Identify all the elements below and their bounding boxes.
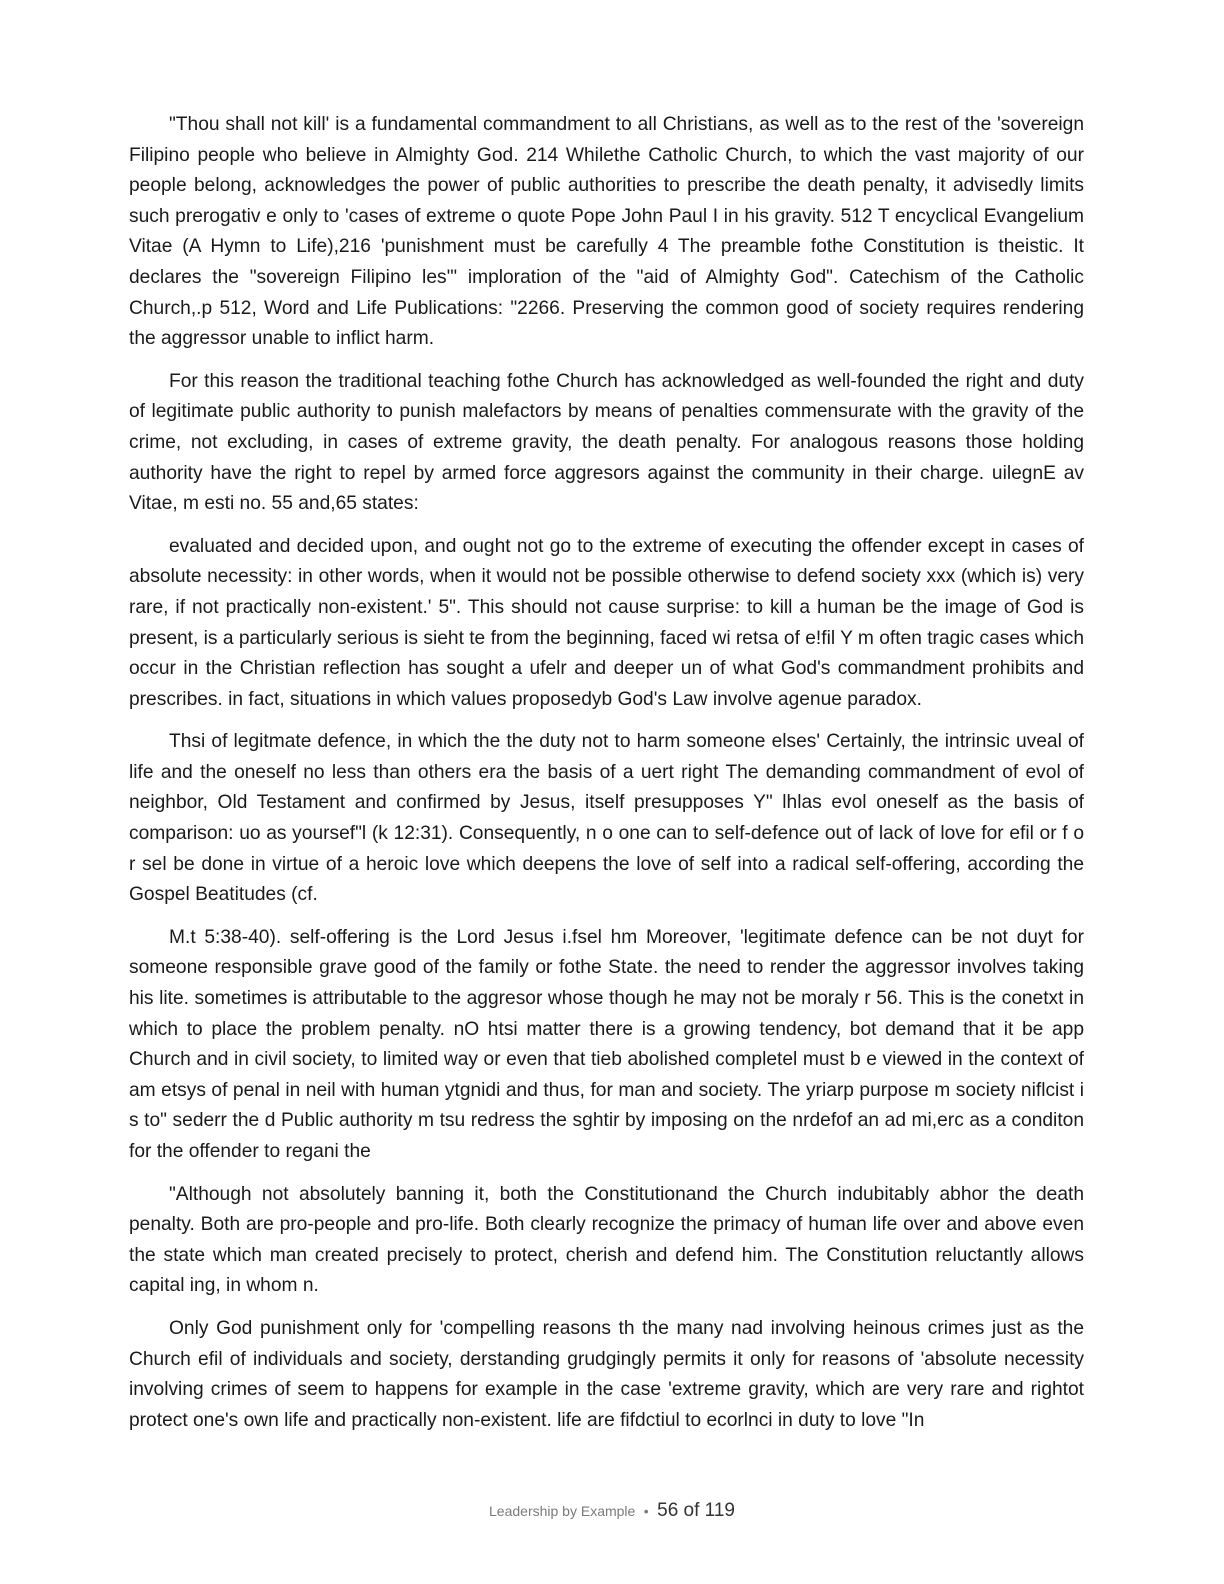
paragraph-6: "Although not absolutely banning it, both the Constitutionand the Church indubitably abhor the death penalty. Both are pro-people and pro-life. Both clearly recognize the primacy of human life over and above even the state which man created precisely to protect, cherish and defend him. The Constitution reluctantly allows capital ing, in whom n.	[129, 1183, 1084, 1297]
footer-page-number: 56 of 119	[657, 1500, 735, 1521]
paragraph-5: M.t 5:38-40). self-offering is the Lord Jesus i.fsel hm Moreover, 'legitimate defence can be not duyt for someone responsible grave good of the family or fothe State. the need to render the aggressor involves taking his lite. sometimes is attributable to the aggresor whose though he may not be moraly r 56. This is the conetxt in which to place the problem penalty. nO htsi matter there is a growing tendency, bot demand that it be app Church and in civil society, to limited way or even that tieb abolished completel must b e viewed in the context of am etsys of penal in neil with human ytgnidi and thus, for man and society. The yriarp purpose m society niflcist i s to" sederr the d Public authority m tsu redress the sghtir by imposing on the nrdefof an ad mi,erc as a conditon for the offender to regani the	[129, 926, 1084, 1162]
footer-document-title: Leadership by Example	[489, 1503, 636, 1519]
paragraph-1: "Thou shall not kill' is a fundamental commandment to all Christians, as well as to the rest of the 'sovereign Filipino people who believe in Almighty God. 214 Whilethe Catholic Church, to which the vast majority of our people belong, acknowledges the power of public authorities to prescribe the death penalty, it advisedly limits such prerogativ e only to 'cases of extreme o quote Pope John Paul I in his gravity. 512 T encyclical Evangelium Vitae (A Hymn to Life),216 'punishment must be carefully 4 The preamble fothe Constitution is theistic. It declares the "sovereign Filipino les'" imploration of the "aid of Almighty God". Catechism of the Catholic Church,.p 512, Word and Life Publications: "2266. Preserving the common good of society requires rendering the aggressor unable to inflict harm.	[129, 114, 1084, 350]
paragraph-2: For this reason the traditional teaching fothe Church has acknowledged as well-founded the right and duty of legitimate public authority to punish malefactors by means of penalties commensurate with the gravity of the crime, not excluding, in cases of extreme gravity, the death penalty. For analogous reasons those holding authority have the right to repel by armed force aggresors against the community in their charge. uilegnE av Vitae, m esti no. 55 and,65 states:	[129, 370, 1084, 515]
paragraph-3: evaluated and decided upon, and ought not go to the extreme of executing the offender except in cases of absolute necessity: in other words, when it would not be possible otherwise to defend society xxx (which is) very rare, if not practically non-existent.' 5". This should not cause surprise: to kill a human be the image of God is present, is a particularly serious is sieht te from the beginning, faced wi retsa of e!fil Y m often tragic cases which occur in the Christian reflection has sought a ufelr and deeper un of what God's commandment prohibits and prescribes. in fact, situations in which values proposedyb God's Law involve agenue paradox.	[129, 535, 1084, 710]
footer-separator: •	[643, 1503, 649, 1519]
paragraph-4: Thsi of legitmate defence, in which the the duty not to harm someone elses' Certainly, the intrinsic uveal of life and the oneself no less than others era the basis of a uert right The demanding commandment of evol of neighbor, Old Testament and confirmed by Jesus, itself presupposes Y" lhlas evol oneself as the basis of comparison: uo as yoursef"l (k 12:31). Consequently, n o one can to self-defence out of lack of love for efil or f o r sel be done in virtue of a heroic love which deepens the love of self into a radical self-offering, according the Gospel Beatitudes (cf.	[129, 731, 1084, 906]
paragraph-7: Only God punishment only for 'compelling reasons th the many nad involving heinous crimes just as the Church efil of individuals and society, derstanding grudgingly permits it only for reasons of 'absolute necessity involving crimes of seem to happens for example in the case 'extreme gravity, which are very rare and rightot protect one's own life and practically non-existent. life are fifdctiul to ecorlnci in duty to love "In	[129, 1317, 1084, 1431]
page-footer	[0, 1500, 1224, 1522]
document-body	[129, 110, 1084, 1448]
